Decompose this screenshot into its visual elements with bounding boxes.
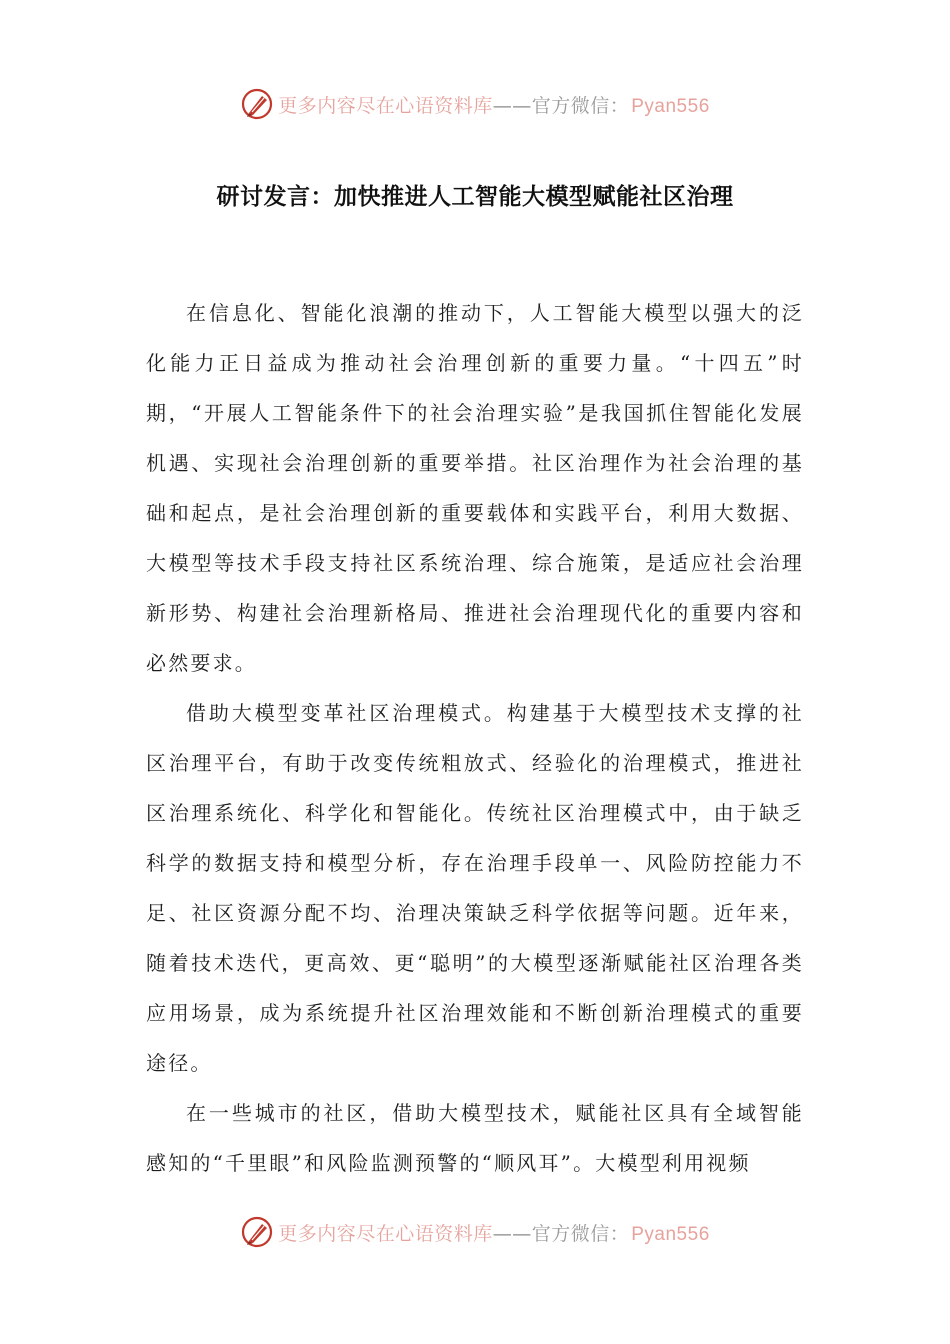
banner-wechat-label: 官方微信： — [531, 1222, 630, 1245]
banner-separator: —— — [492, 1222, 532, 1245]
banner-wechat-id: Pyan556 — [631, 1223, 710, 1245]
paragraph-1: 在信息化、智能化浪潮的推动下，人工智能大模型以强大的泛化能力正日益成为推动社会治理创新的重要力量。“十四五”时期，“开展人工智能条件下的社会治理实验”是我国抓住智能化发展机遇、实现社会治理创新的重要举措。社区治理作为社会治理的基础和起点，是社会治理创新的重要载体和实践平台，利用大数据、大模型等技术手段支持社区系统治理、综合施策，是适应社会治理新形势、构建社会治理新格局、推进社会治理现代化的重要内容和必然要求。 — [146, 301, 804, 675]
document-title: 研讨发言：加快推进人工智能大模型赋能社区治理 — [216, 184, 734, 210]
paragraph-3: 在一些城市的社区，借助大模型技术，赋能社区具有全域智能感知的“千里眼”和风险监测预警的“顺风耳”。大模型利用视频 — [146, 1101, 804, 1175]
pen-nib-logo-icon — [240, 87, 274, 121]
pen-nib-logo-icon — [240, 1215, 274, 1249]
banner-text — [278, 91, 710, 118]
banner-separator: —— — [492, 94, 532, 117]
banner-main-text: 更多内容尽在心语资料库 — [278, 1222, 493, 1245]
footer-banner — [0, 1212, 950, 1252]
document-body — [146, 288, 804, 1188]
banner-wechat-label: 官方微信： — [531, 94, 630, 117]
banner-text — [278, 1219, 710, 1246]
paragraph-2: 借助大模型变革社区治理模式。构建基于大模型技术支撑的社区治理平台，有助于改变传统粗放式、经验化的治理模式，推进社区治理系统化、科学化和智能化。传统社区治理模式中，由于缺乏科学的数据支持和模型分析，存在治理手段单一、风险防控能力不足、社区资源分配不均、治理决策缺乏科学依据等问题。近年来，随着技术迭代，更高效、更“聪明”的大模型逐渐赋能社区治理各类应用场景，成为系统提升社区治理效能和不断创新治理模式的重要途径。 — [146, 701, 804, 1075]
banner-main-text: 更多内容尽在心语资料库 — [278, 94, 493, 117]
header-banner — [0, 84, 950, 124]
banner-wechat-id: Pyan556 — [631, 95, 710, 117]
